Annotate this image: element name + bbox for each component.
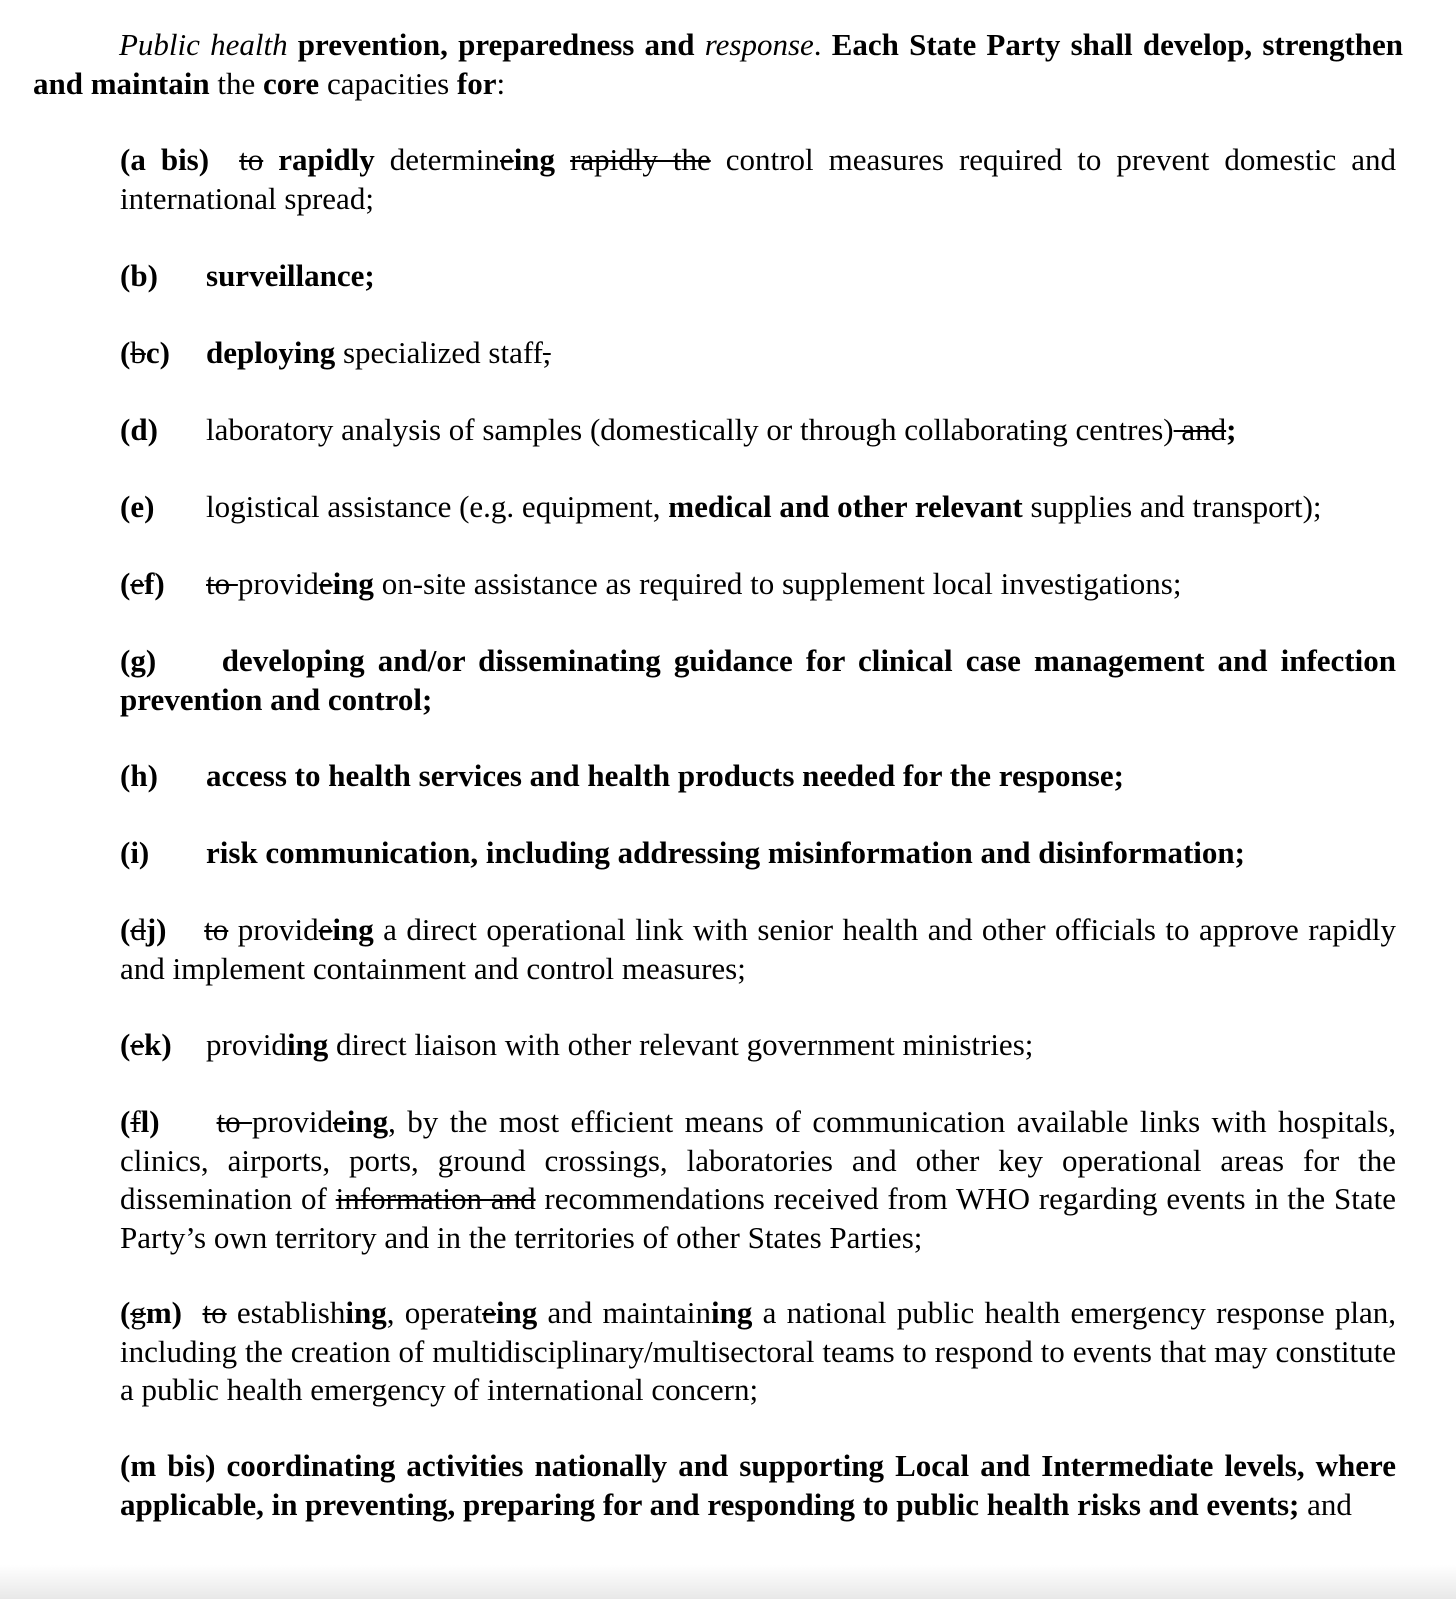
deleted-text: e [318, 566, 333, 601]
deleted-text: g [130, 1295, 146, 1330]
deleted-text: to [202, 1295, 227, 1330]
item-a-bis-label: (a bis) [120, 142, 210, 177]
item-k-text-2: direct liaison with other relevant government ministries; [328, 1027, 1034, 1062]
item-d [120, 411, 1396, 450]
label-open: ( [120, 1027, 131, 1062]
item-m-label [120, 1295, 182, 1330]
item-m-bis [120, 1447, 1396, 1524]
label-close: j) [145, 912, 167, 947]
label-close: k) [144, 1027, 172, 1062]
deleted-text: to [239, 142, 264, 177]
intro-text-1: . [813, 27, 832, 62]
label-open: ( [120, 1104, 131, 1139]
label-open: ( [120, 335, 131, 370]
item-f-label [120, 565, 165, 604]
intro-text-4: : [496, 65, 506, 101]
intro-text-2: the [209, 65, 263, 101]
bottom-fade [0, 1565, 1456, 1599]
deleted-text: f [130, 1104, 141, 1139]
item-a-bis [120, 141, 1396, 218]
item-i-label: (i) [120, 835, 150, 870]
deleted-text: e [130, 566, 145, 601]
deleted-text: , [542, 335, 551, 370]
intro-bold-3: core [262, 65, 320, 101]
deleted-text: e [130, 1027, 145, 1062]
item-g-label: (g) [120, 643, 157, 678]
item-m-bis-text: and [1299, 1486, 1352, 1522]
item-l [120, 1103, 1396, 1257]
deleted-text: b [130, 335, 146, 370]
item-c-text: specialized staff [335, 335, 543, 370]
item-m-text-4: a national public health emergency response plan, including the creation of multidisciplinary/multisectoral teams to respond to events that may constitute a public health emergency of international concern; [120, 1295, 1396, 1407]
item-h [120, 757, 1396, 796]
label-close: f) [144, 566, 165, 601]
deleted-text: to [204, 912, 229, 947]
item-a-bis-text-3: control measures required to prevent domestic and international spread; [120, 142, 1397, 216]
item-m-text-3: and maintain [537, 1295, 712, 1330]
inserted-text: ing [345, 1295, 387, 1330]
deleted-text: to [206, 566, 238, 601]
inserted-text: ing [332, 912, 374, 947]
inserted-text: risk communication, including addressing misinformation and disinformation; [206, 835, 1245, 870]
label-open: ( [120, 566, 131, 601]
item-l-text-3: recommendations received from WHO regarding events in the State Party’s own territory and in the territories of other States Parties; [120, 1181, 1396, 1255]
inserted-text: developing and/or disseminating guidance for clinical case management and infection prevention and control; [120, 643, 1396, 717]
deleted-text: and [1173, 412, 1227, 447]
item-b [120, 257, 1396, 296]
deleted-text: rapidly the [570, 142, 711, 177]
item-k [120, 1026, 1396, 1065]
intro-italic-1: Public health [119, 27, 298, 62]
label-close: c) [145, 335, 170, 370]
deleted-text: e [499, 142, 514, 177]
item-j-text-2: a direct operational link with senior health and other officials to approve rapidly and implement containment and control measures; [120, 912, 1397, 986]
deleted-text: e [332, 1104, 347, 1139]
inserted-text: ing [286, 1027, 329, 1062]
deleted-text: information and [335, 1181, 536, 1216]
item-j [120, 911, 1396, 988]
inserted-text: ing [332, 566, 374, 601]
intro-bold-4: for [456, 65, 497, 101]
deleted-text: e [482, 1295, 496, 1330]
item-c [120, 334, 1396, 373]
item-k-label [120, 1026, 172, 1065]
item-l-label [120, 1104, 160, 1139]
item-d-text: laboratory analysis of samples (domestically or through collaborating centres) [206, 412, 1174, 447]
inserted-text: ; [1226, 412, 1237, 447]
deleted-text: to [216, 1104, 253, 1139]
item-e-label: (e) [120, 489, 155, 524]
item-j-text-1: provid [228, 912, 319, 947]
item-f-text-2: on-site assistance as required to supplement local investigations; [373, 566, 1182, 601]
item-a-bis-text-1: determin [374, 142, 500, 177]
inserted-text: deploying [206, 335, 336, 370]
inserted-text: (m bis) coordinating activities nationally and supporting Local and Intermediate levels, where applicable, in preventing, preparing for and responding to public health risks and events; [120, 1448, 1396, 1522]
item-i [120, 834, 1396, 873]
item-j-label [120, 912, 166, 947]
item-f-text-1: provid [237, 566, 319, 601]
inserted-text: ing [346, 1104, 389, 1139]
intro-italic-2: response [694, 27, 814, 62]
item-a-bis-text-2 [555, 142, 570, 177]
item-b-label: (b) [120, 258, 158, 293]
item-l-text-2: , by the most efficient means of communication available links with hospitals, clinics, airports, ports, ground crossings, laboratories and other key operational areas for the dissemination of [120, 1104, 1397, 1216]
item-h-label: (h) [120, 758, 158, 793]
intro-bold-2: Each State Party shall develop, strengthen and maintain [33, 27, 1404, 101]
item-c-label [120, 334, 170, 373]
inserted-text: surveillance; [206, 258, 375, 293]
item-f [120, 565, 1396, 604]
intro-bold-1: prevention, preparedness and [297, 27, 695, 62]
item-m-text-1: establish [226, 1295, 346, 1330]
deleted-text: e [318, 912, 333, 947]
inserted-text: ing [711, 1295, 753, 1330]
label-open: ( [120, 912, 131, 947]
inserted-text: access to health services and health products needed for the response; [206, 758, 1124, 793]
item-e-text-2: supplies and transport); [1022, 489, 1322, 524]
item-m-text-2: , operat [386, 1295, 483, 1330]
item-m [120, 1294, 1396, 1410]
item-e [120, 488, 1396, 527]
label-close: m) [145, 1295, 182, 1330]
item-d-label: (d) [120, 412, 158, 447]
label-open: ( [120, 1295, 131, 1330]
deleted-text: d [130, 912, 146, 947]
inserted-text: medical and other relevant [668, 489, 1023, 524]
item-l-text-1: provid [252, 1104, 333, 1139]
inserted-text: ing [495, 1295, 538, 1330]
intro-paragraph [33, 26, 1403, 103]
item-k-text-1: provid [206, 1027, 287, 1062]
item-g [120, 642, 1396, 719]
label-close: l) [140, 1104, 160, 1139]
item-e-text-1: logistical assistance (e.g. equipment, [206, 489, 669, 524]
inserted-text: rapidly [278, 142, 375, 177]
inserted-text: ing [513, 142, 556, 177]
intro-text-3: capacities [319, 65, 457, 101]
